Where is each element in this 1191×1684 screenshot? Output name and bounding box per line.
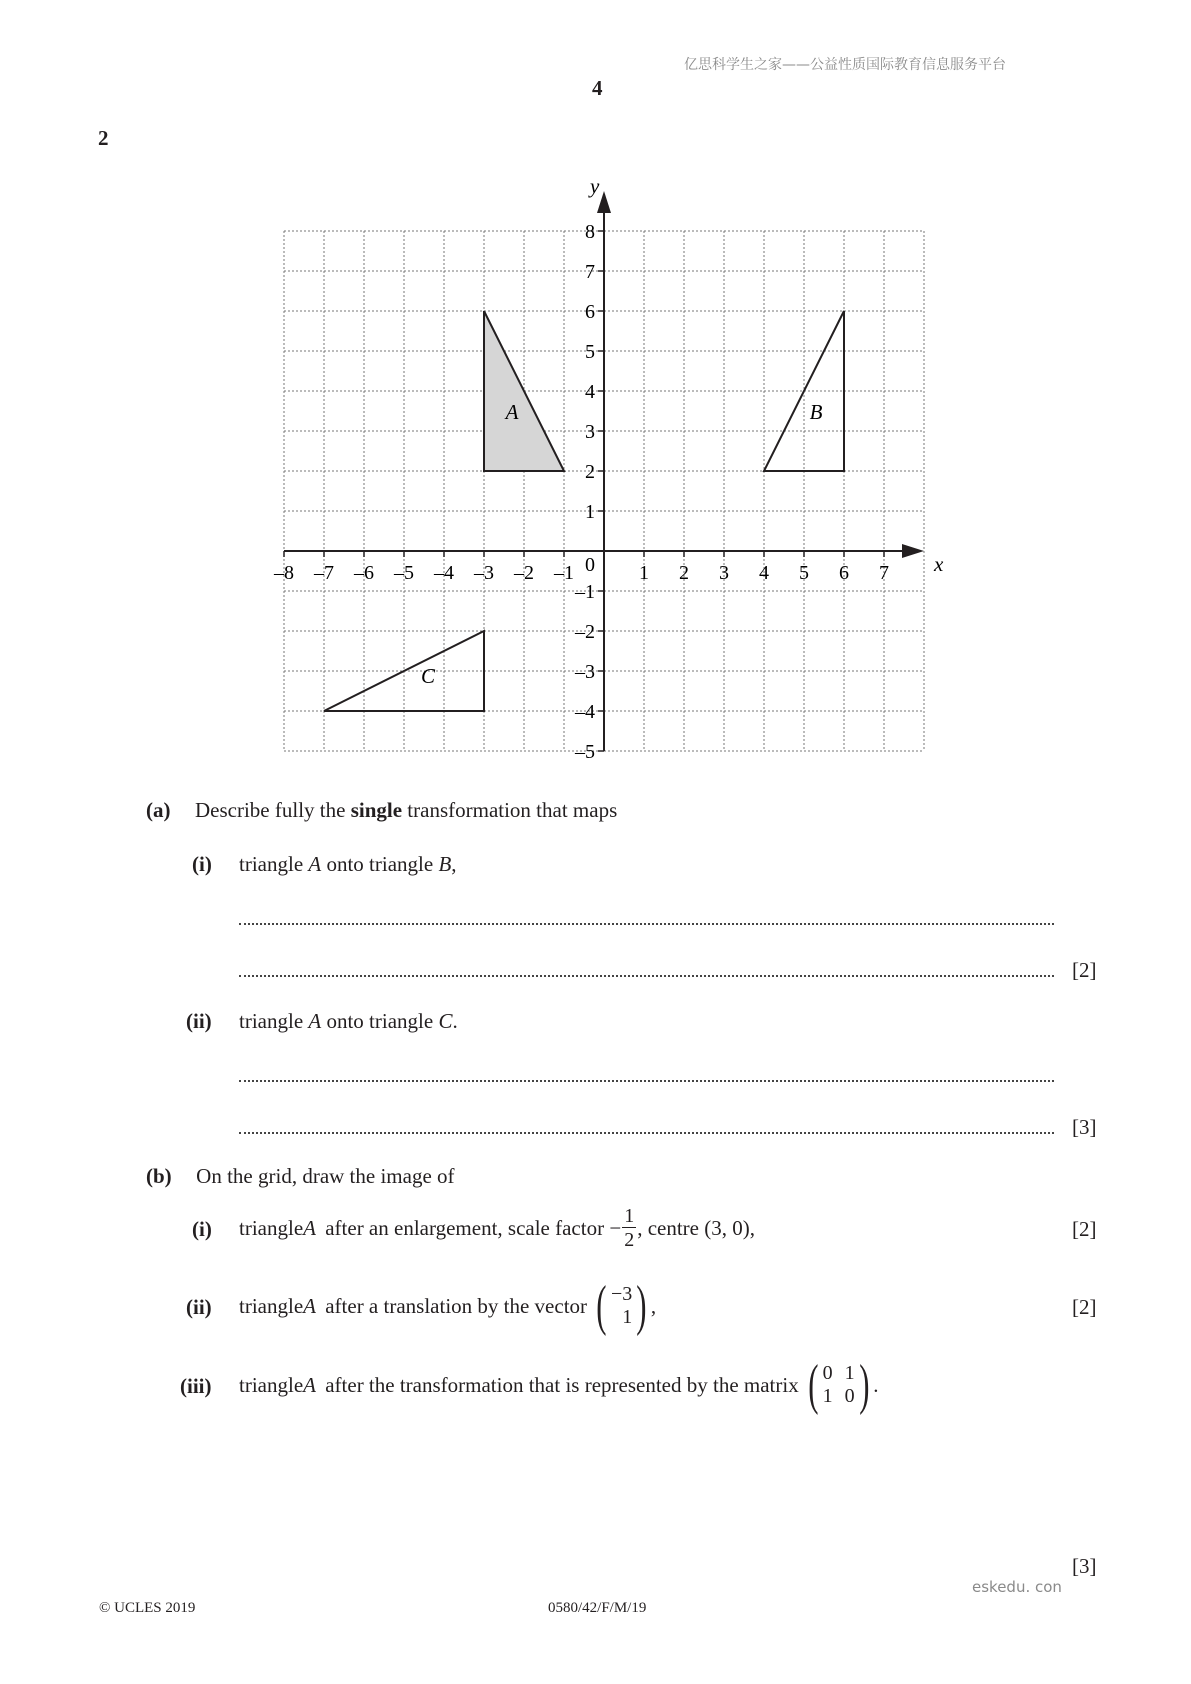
y-tick-label: 1 [585,501,595,523]
part-b-ii-label: (ii) [186,1295,212,1319]
site-watermark: eskedu. con [972,1578,1062,1596]
answer-line-a-i-2[interactable] [239,975,1054,977]
part-a-text-1: Describe fully the [195,798,351,822]
part-b [146,1164,455,1189]
part-b-i-text: triangle A after an enlargement, scale factor − $\frac{1}{2}$ , centre (3, 0), [239,1205,755,1251]
y-tick-label: –1 [575,581,595,603]
part-a-text-bold: single [350,798,403,822]
triangle-label-b: B [809,400,823,424]
translation-vector: ( −3 1 ) [596,1275,647,1337]
y-tick-label: –4 [575,701,595,723]
part-a-ii-text: triangle A onto triangle C. [239,1009,458,1033]
footer-code: 0580/42/F/M/19 [548,1600,647,1616]
part-b-i-label: (i) [192,1217,212,1241]
marks-a-i: [2] [1072,958,1097,982]
answer-line-a-ii-1[interactable] [239,1080,1054,1082]
y-tick-label: –3 [575,661,595,683]
header-watermark: 亿思科学生之家——公益性质国际教育信息服务平台 [684,57,1006,73]
x-tick-label: –3 [474,562,494,584]
triangle-label-a: A [505,400,519,424]
x-tick-label: 6 [839,562,849,584]
y-tick-label: 2 [585,461,595,483]
y-axis-label: y [590,174,600,198]
part-b-intro: On the grid, draw the image of [196,1164,455,1188]
answer-line-a-i-1[interactable] [239,923,1054,925]
part-b-label: (b) [146,1164,172,1188]
part-b-ii-text: triangle A after a translation by the vector ( −3 1 ) , [239,1275,657,1337]
y-tick-label: 6 [585,301,595,323]
x-tick-label: –6 [354,562,374,584]
question-number: 2 [98,126,109,150]
part-a-label: (a) [146,798,171,822]
x-tick-label: –4 [434,562,454,584]
x-tick-label: 4 [759,562,769,584]
x-tick-label: –1 [554,562,574,584]
fraction-one-half: $\frac{1}{2}$ [624,1205,635,1251]
marks-b-iii: [3] [1072,1554,1097,1578]
y-tick-label: 4 [585,381,595,403]
x-tick-label: 5 [799,562,809,584]
marks-b-i: [2] [1072,1217,1097,1241]
y-tick-label: 5 [585,341,595,363]
x-tick-label: –2 [514,562,534,584]
origin-label: 0 [585,554,595,576]
x-tick-label: –8 [274,562,294,584]
triangle-label-c: C [420,664,436,688]
y-tick-label: 8 [585,221,595,243]
x-axis-arrow [902,544,924,558]
part-a-ii-label: (ii) [186,1009,212,1033]
part-a-text-2: transformation that maps [402,798,618,822]
page-number: 4 [592,76,603,100]
part-a [146,798,617,823]
part-a-i-text: triangle A onto triangle B, [239,852,457,876]
part-b-iii-label: (iii) [180,1374,212,1398]
part-b-iii-text: triangle A after the transformation that is represented by the matrix ( 0 1 1 0 ) . [239,1354,879,1416]
y-tick-label: 3 [585,421,595,443]
transformation-matrix: ( 0 1 1 0 ) [808,1354,870,1416]
marks-b-ii: [2] [1072,1295,1097,1319]
part-a-i-label: (i) [192,852,212,876]
x-tick-label: 7 [879,562,889,584]
y-tick-label: 7 [585,261,595,283]
y-tick-label: –5 [575,741,595,763]
coordinate-grid [0,0,1191,800]
answer-line-a-ii-2[interactable] [239,1132,1054,1134]
y-tick-label: –2 [575,621,595,643]
x-tick-label: 2 [679,562,689,584]
x-tick-label: –5 [394,562,414,584]
x-tick-label: 3 [719,562,729,584]
x-tick-label: –7 [314,562,334,584]
x-tick-label: 1 [639,562,649,584]
marks-a-ii: [3] [1072,1115,1097,1139]
footer-copyright: © UCLES 2019 [99,1600,196,1616]
x-axis-label: x [934,552,944,576]
